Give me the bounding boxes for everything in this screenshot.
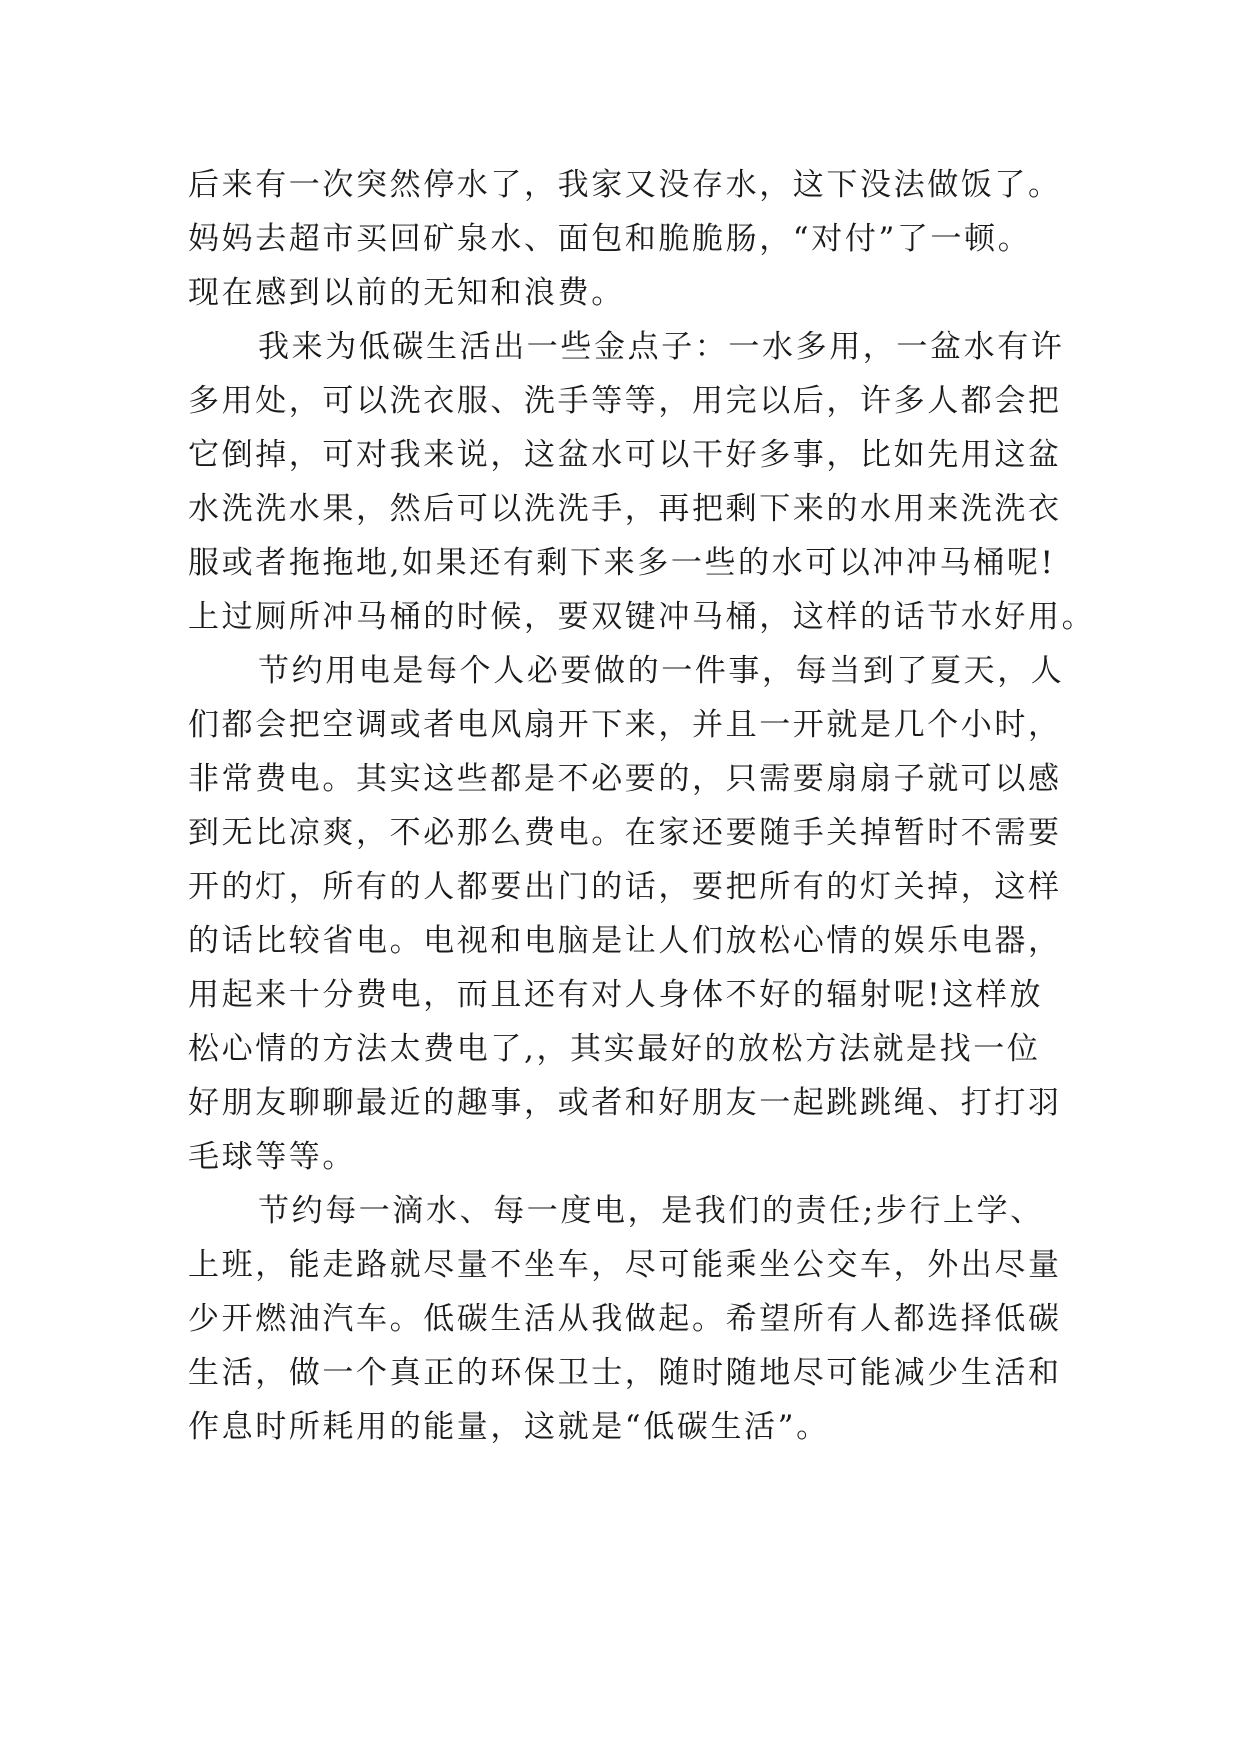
text-line: 上班，能走路就尽量不坐车，尽可能乘坐公交车，外出尽量 <box>188 1247 1062 1283</box>
text-line: 少开燃油汽车。低碳生活从我做起。希望所有人都选择低碳 <box>188 1301 1062 1337</box>
text-line: 现在感到以前的无知和浪费。 <box>188 275 625 311</box>
text-line: 们都会把空调或者电风扇开下来，并且一开就是几个小时， <box>188 707 1062 743</box>
text-line: 生活，做一个真正的环保卫士，随时随地尽可能减少生活和 <box>188 1355 1062 1391</box>
text-line: 上过厕所冲马桶的时候，要双键冲马桶，这样的话节水好用。 <box>188 599 1096 635</box>
paragraph-water-saving-tips <box>188 320 1096 644</box>
text-line: 妈妈去超市买回矿泉水、面包和脆脆肠，“对付”了一顿。 <box>188 221 1032 257</box>
text-line: 的话比较省电。电视和电脑是让人们放松心情的娱乐电器， <box>188 923 1062 959</box>
text-line: 好朋友聊聊最近的趣事，或者和好朋友一起跳跳绳、打打羽 <box>188 1085 1062 1121</box>
text-line: 水洗洗水果，然后可以洗洗手，再把剩下来的水用来洗洗衣 <box>188 491 1062 527</box>
text-line: 非常费电。其实这些都是不必要的，只需要扇扇子就可以感 <box>188 761 1062 797</box>
paragraph-water-outage <box>188 158 1068 320</box>
text-line: 多用处，可以洗衣服、洗手等等，用完以后，许多人都会把 <box>188 383 1062 419</box>
text-line: 到无比凉爽，不必那么费电。在家还要随手关掉暂时不需要 <box>188 815 1062 851</box>
text-line: 后来有一次突然停水了，我家又没存水，这下没法做饭了。 <box>188 167 1062 203</box>
text-line: 它倒掉，可对我来说，这盆水可以干好多事，比如先用这盆 <box>188 437 1062 473</box>
document-body <box>188 158 1096 1454</box>
text-line: 用起来十分费电，而且还有对人身体不好的辐射呢!这样放 <box>188 977 1044 1013</box>
text-line: 毛球等等。 <box>188 1139 356 1175</box>
text-line: 我来为低碳生活出一些金点子：一水多用，一盆水有许 <box>258 329 1065 365</box>
paragraph-electricity-saving <box>188 644 1068 1184</box>
text-line: 松心情的方法太费电了,，其实最好的放松方法就是找一位 <box>188 1031 1041 1067</box>
text-line: 作息时所耗用的能量，这就是“低碳生活”。 <box>188 1409 830 1445</box>
text-line: 节约用电是每个人必要做的一件事，每当到了夏天，人 <box>258 653 1065 689</box>
text-line: 节约每一滴水、每一度电，是我们的责任;步行上学、 <box>258 1193 1044 1229</box>
text-line: 服或者拖拖地,如果还有剩下来多一些的水可以冲冲马桶呢! <box>188 545 1056 581</box>
paragraph-low-carbon-conclusion <box>188 1184 1068 1454</box>
text-line: 开的灯，所有的人都要出门的话，要把所有的灯关掉，这样 <box>188 869 1062 905</box>
